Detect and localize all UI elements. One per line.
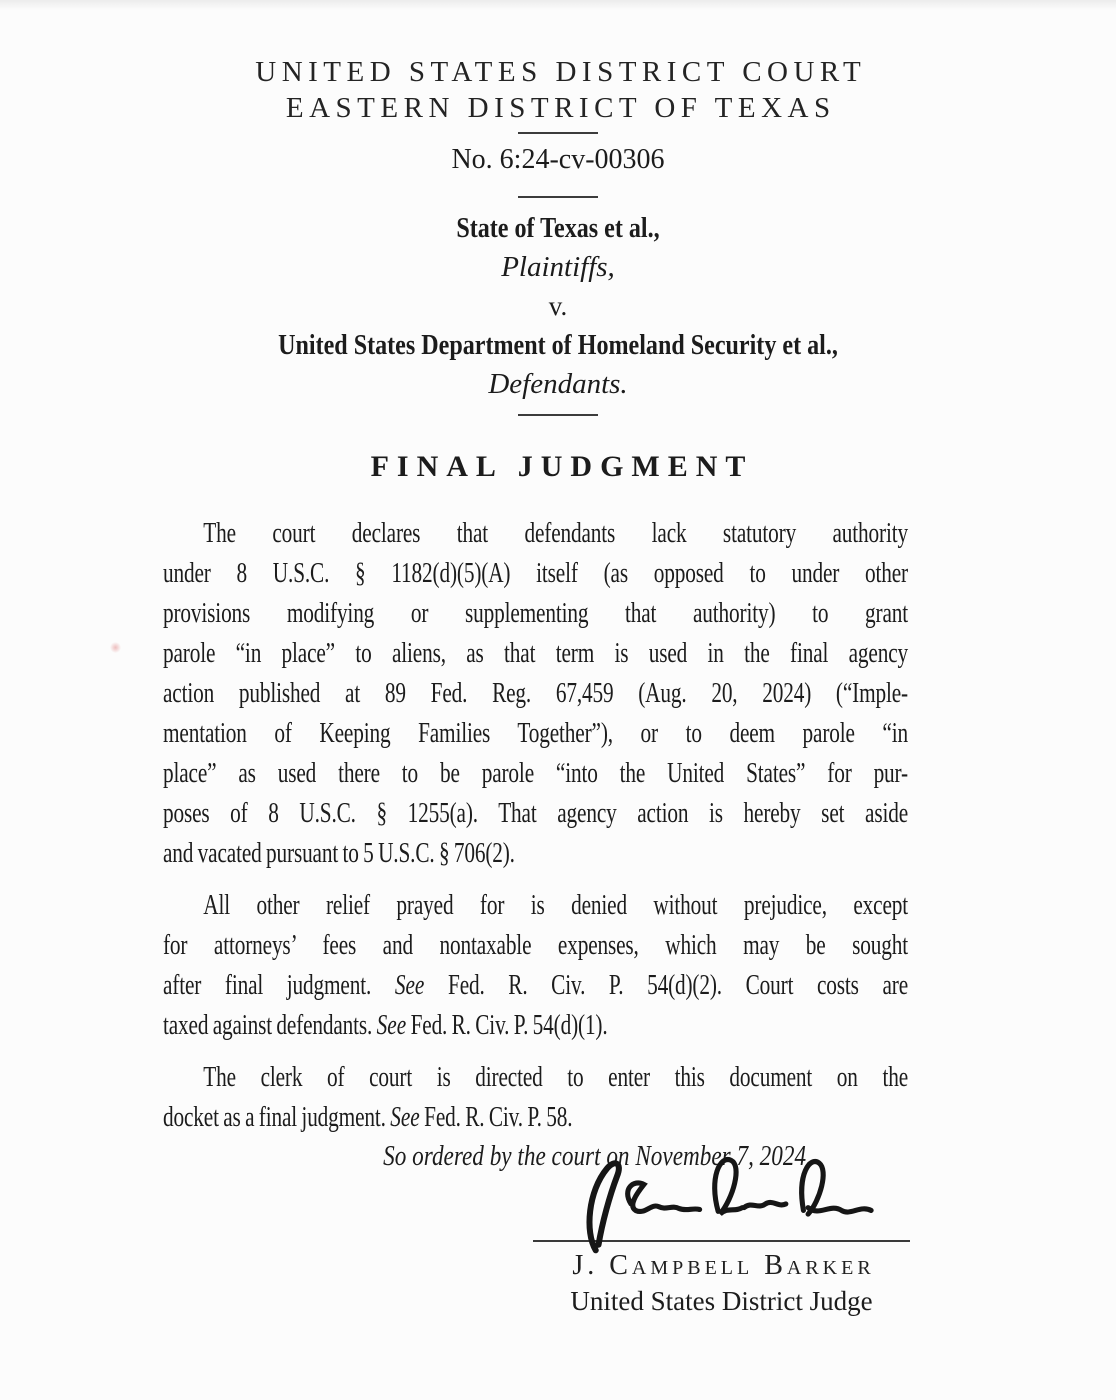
judge-title: United States District Judge (570, 1286, 873, 1316)
text-segment: See (376, 1010, 407, 1041)
judge-name: J. Campbell Barker (572, 1250, 875, 1281)
defendant-role: Defendants. (488, 368, 628, 400)
scan-artifact-dot (110, 642, 121, 653)
paragraph-line (163, 926, 908, 966)
plaintiff-name: State of Texas et al., (456, 213, 660, 244)
text-segment: under 8 U.S.C. § 1182(d)(5)(A) itself (as opposed to under other (163, 558, 908, 589)
text-segment: The clerk of court is directed to enter this document on the (203, 1062, 908, 1093)
plaintiff-role: Plaintiffs, (501, 251, 615, 283)
text-segment: and vacated pursuant to 5 U.S.C. § 706(2). (163, 838, 515, 869)
paragraph-line (163, 886, 908, 926)
text-segment: docket as a final judgment. (163, 1102, 391, 1133)
divider-rule (518, 414, 598, 416)
paragraph (163, 1058, 908, 1138)
text-segment: The court declares that defendants lack statutory authority (203, 518, 908, 549)
text-segment: poses of 8 U.S.C. § 1255(a). That agency action is hereby set aside (163, 798, 908, 829)
text-segment: taxed against defendants. (163, 1010, 377, 1041)
text-segment: See (390, 1102, 420, 1133)
text-segment: mentation of Keeping Families Together”), or to deem parole “in (163, 718, 908, 749)
case-caption (0, 209, 1116, 404)
text-segment: Fed. R. Civ. P. 58. (419, 1102, 573, 1133)
text-segment: Fed. R. Civ. P. 54(d)(2). Court costs are (424, 970, 909, 1001)
paragraph-line (163, 674, 908, 714)
divider-rule (518, 132, 598, 134)
paragraph-line (163, 754, 908, 794)
paragraph-line (163, 714, 908, 754)
paragraph-line (163, 794, 908, 834)
signature-icon (555, 1152, 885, 1254)
paragraph-line (163, 634, 908, 674)
paragraph-line (163, 834, 908, 874)
paragraph-line (163, 594, 908, 634)
text-segment: place” as used there to be parole “into the United States” for pur- (163, 758, 908, 789)
text-segment: provisions modifying or supplementing that authority) to grant (163, 598, 908, 629)
so-ordered-text: So ordered by the court on November 7, 2024. (383, 1140, 812, 1172)
paragraph-line (163, 1098, 908, 1138)
paragraph-line (163, 554, 908, 594)
text-segment: parole “in place” to aliens, as that term is used in the final agency (163, 638, 908, 669)
paragraph-line (163, 1006, 908, 1046)
case-number: No. 6:24-cv-00306 (451, 144, 665, 175)
court-name-line1: UNITED STATES DISTRICT COURT (255, 56, 867, 88)
paragraph-line (163, 966, 908, 1006)
document-title: FINAL JUDGMENT (370, 450, 754, 483)
paragraph (163, 514, 908, 874)
paragraph-line (163, 514, 908, 554)
court-name-line2: EASTERN DISTRICT OF TEXAS (285, 92, 836, 124)
text-segment: after final judgment. (163, 970, 395, 1001)
versus-label: v. (548, 291, 568, 321)
text-segment: for attorneys’ fees and nontaxable expenses, which may be sought (163, 930, 908, 961)
scan-shading-band (0, 0, 1116, 10)
text-segment: All other relief prayed for is denied without prejudice, except (203, 890, 908, 921)
judgment-body (163, 514, 908, 1138)
text-segment: Fed. R. Civ. P. 54(d)(1). (406, 1010, 608, 1041)
signature-line (533, 1176, 910, 1242)
text-segment: action published at 89 Fed. Reg. 67,459 (Aug. 20, 2024) (“Imple- (163, 678, 908, 709)
signature-block (533, 1176, 910, 1319)
text-segment: See (394, 970, 425, 1001)
paragraph-line (163, 1058, 908, 1098)
paragraph (163, 886, 908, 1046)
defendant-name: United States Department of Homeland Security et al., (278, 330, 838, 361)
divider-rule (518, 196, 598, 198)
